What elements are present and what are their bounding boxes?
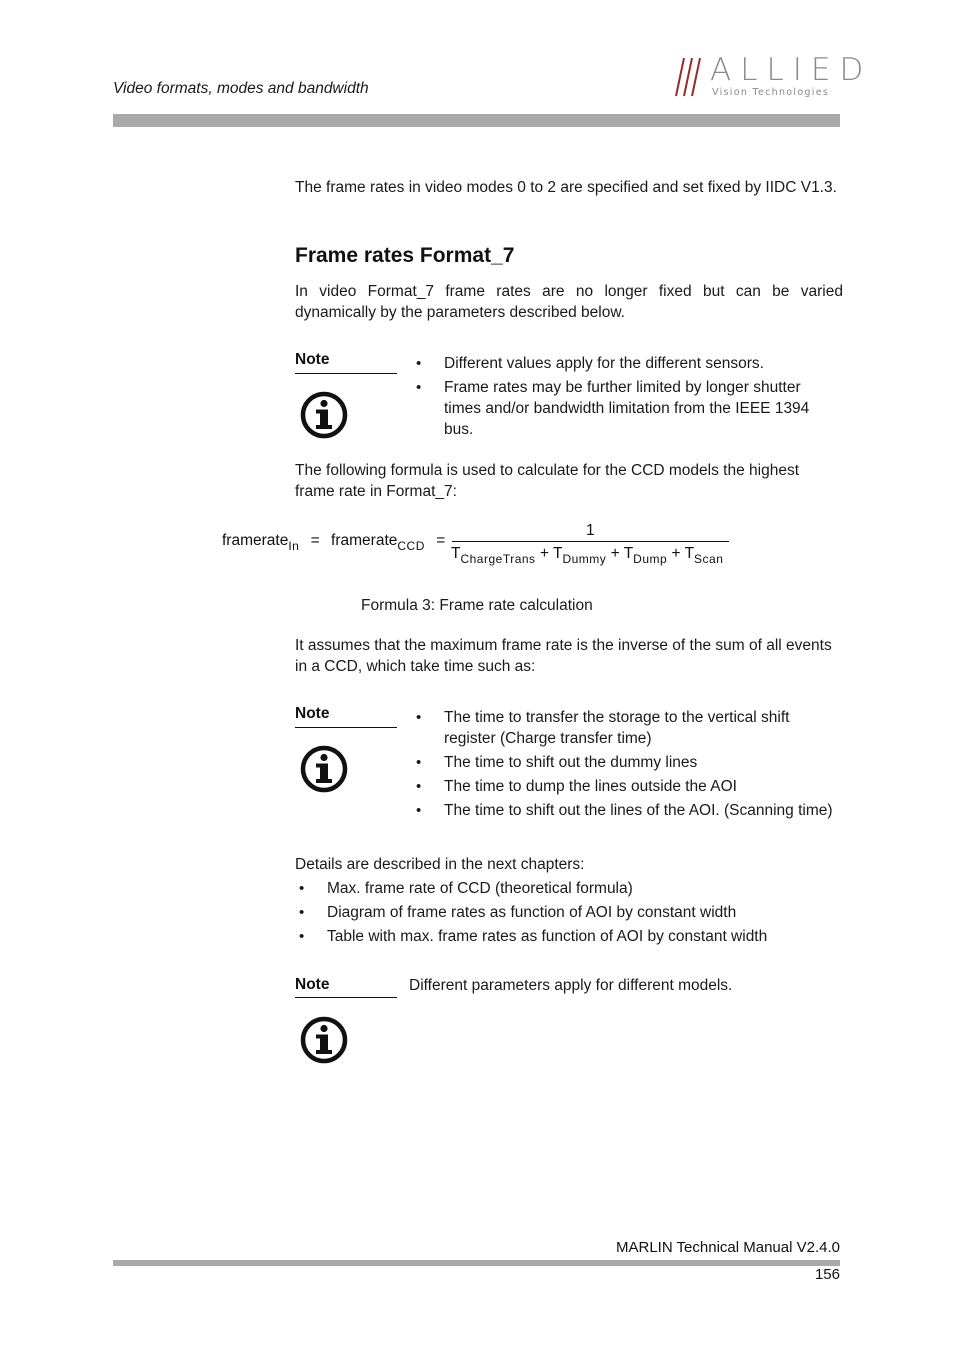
- formula-lhs: [222, 532, 452, 553]
- formula-numerator: 1: [586, 522, 595, 539]
- note-underline: [295, 727, 397, 728]
- note-label: Note: [295, 351, 330, 368]
- logo-wordmark: ALLIED: [710, 52, 873, 88]
- details-intro: Details are described in the next chapters:: [295, 856, 585, 873]
- running-header: Video formats, modes and bandwidth: [113, 80, 369, 97]
- list-item: • Diagram of frame rates as function of AOI by constant width: [299, 902, 840, 923]
- equals-sign: =: [310, 532, 320, 549]
- section-heading: Frame rates Format_7: [295, 244, 515, 267]
- list-item: • Different values apply for the different sensors.: [416, 353, 840, 374]
- note-label: Note: [295, 705, 330, 722]
- mid-term: framerate: [331, 532, 398, 549]
- subscript-scan: Scan: [694, 552, 724, 566]
- subscript-dump: Dump: [633, 552, 668, 566]
- list-item: • Frame rates may be further limited by longer shutter times and/or bandwidth limitation from the IEEE 1394 bus.: [416, 377, 840, 440]
- info-icon: [300, 745, 348, 793]
- formula-caption: Formula 3: Frame rate calculation: [361, 597, 593, 614]
- formula-intro-paragraph: The following formula is used to calculate for the CCD models the highest frame rate in Format_7:: [295, 462, 799, 500]
- note-underline: [295, 997, 397, 998]
- list-item: • The time to dump the lines outside the AOI: [416, 776, 840, 797]
- formula-denominator: $T_{ChargeTrans} + T_{Dummy} + T_{Dump} + T_{Scan}$: [451, 545, 724, 566]
- manual-title: MARLIN Technical Manual V2.4.0: [615, 1239, 840, 1256]
- assumption-paragraph: It assumes that the maximum frame rate is the inverse of the sum of all events in a CCD, which take time such as:: [295, 637, 832, 675]
- lhs-subscript: In: [288, 539, 300, 553]
- info-icon: [300, 1016, 348, 1064]
- intro-paragraph: The frame rates in video modes 0 to 2 are specified and set fixed by IIDC V1.3.: [295, 179, 837, 196]
- info-icon: [300, 391, 348, 439]
- list-item: • The time to shift out the dummy lines: [416, 752, 840, 773]
- list-item: • Max. frame rate of CCD (theoretical formula): [299, 878, 840, 899]
- note2-list: [416, 707, 840, 824]
- page-number: 156: [814, 1266, 840, 1283]
- logo-tagline: Vision Technologies: [712, 87, 830, 98]
- fraction-bar: [452, 541, 729, 542]
- details-list: [299, 878, 840, 950]
- subscript-chargetrans: ChargeTrans: [460, 552, 536, 566]
- lhs-term: framerate: [222, 532, 289, 549]
- mid-subscript: CCD: [397, 539, 425, 553]
- note3-text: Different parameters apply for different models.: [409, 977, 733, 994]
- list-item: • The time to transfer the storage to the vertical shift register (Charge transfer time): [416, 707, 840, 749]
- list-item: • The time to shift out the lines of the AOI. (Scanning time): [416, 800, 840, 821]
- note-label: Note: [295, 976, 330, 993]
- footer-rule: [113, 1260, 840, 1266]
- note-underline: [295, 373, 397, 374]
- allied-logo: [668, 52, 873, 100]
- header-rule: [113, 114, 840, 127]
- note1-list: [416, 353, 840, 443]
- list-item: • Table with max. frame rates as function of AOI by constant width: [299, 926, 840, 947]
- format7-paragraph: In video Format_7 frame rates are no longer fixed but can be varied dynamically by the parameters described below.: [295, 283, 843, 321]
- subscript-dummy: Dummy: [562, 552, 607, 566]
- equals-sign: =: [436, 532, 446, 549]
